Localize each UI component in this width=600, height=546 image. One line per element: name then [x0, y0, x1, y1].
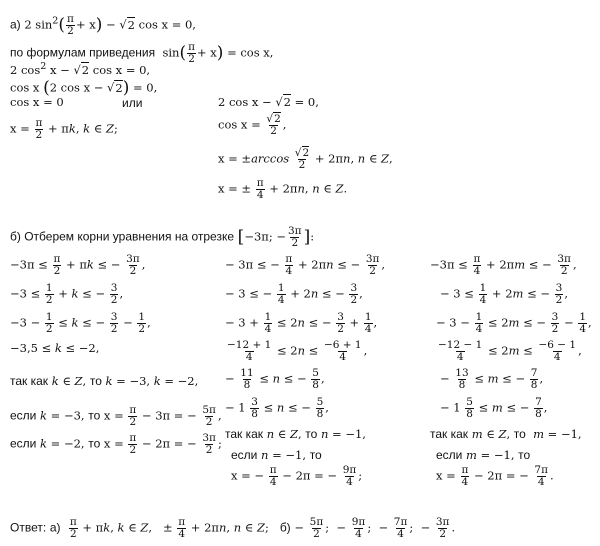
col1-line4: −3,5 ≤ k ≤ −2,: [10, 341, 100, 355]
col3-line7: так как m ∈ Z, то m = −1,: [430, 427, 582, 441]
part-b-intro: б) Отберем корни уравнения на отрезке [−3π; − $\frac{3\pi}{2}$ ]:: [10, 225, 315, 250]
col2-line3: − 3 + $\frac{1}{4}$ ≤ 2n ≤ − $\frac{3}{2}$ + $\frac{1}{4}$ ,: [225, 311, 378, 336]
col3-line2: − 3 ≤ $\frac{1}{4}$ + 2m ≤ − $\frac{3}{2}$ ,: [440, 282, 569, 307]
step2: cos x (2 cos x − √2) = 0,: [10, 78, 158, 98]
case1: cos x = 0: [10, 95, 64, 109]
col1-line5: так как k ∈ Z, то k = −3, k = −2,: [10, 374, 199, 388]
col3-line6: − 1 $\frac{5}{8}$ ≤ m ≤ − $\frac{7}{8}$ ,: [440, 396, 548, 421]
col2-line2: − 3 ≤ − $\frac{1}{4}$ + 2n ≤ − $\frac{3}{2}$ ,: [225, 282, 363, 307]
or-word: или: [122, 96, 143, 110]
col3-line3: − 3 − $\frac{1}{4}$ ≤ 2m ≤ − $\frac{3}{2}$ − $\frac{1}{4}$ ,: [436, 311, 592, 336]
col3-line8: если m = −1, то: [436, 448, 531, 462]
col2-line9: x = − $\frac{\pi}{4}$ − 2π = − $\frac{9\pi}{4}$ ;: [231, 464, 363, 489]
sol2b: x = ±arccos $\frac{√2}{2}$ + 2πn, n ∈ Z,: [218, 147, 393, 172]
step1: 2 $\cos^2 x - √2$ cos x = 0,: [10, 61, 151, 77]
col3-line4: $\frac{-12 - 1}{4}$ ≤ 2m ≤ $\frac{-6 - 1}{4}$ ,: [438, 339, 582, 364]
col2-line4: $\frac{-12 + 1}{4}$ ≤ 2n ≤ $\frac{-6 + 1}{4}$ ,: [227, 339, 368, 364]
sol2c: x = ± $\frac{\pi}{4}$ + 2πn, n ∈ Z.: [218, 177, 348, 202]
col1-line1: −3π ≤ $\frac{\pi}{2}$ + πk ≤ − $\frac{3\pi}{2}$ ,: [10, 253, 146, 278]
col1-line7: если k = −2, то x = $\frac{\pi}{2}$ − 2π = − $\frac{3\pi}{2}$ ;: [10, 432, 222, 457]
col3-line9: x = $\frac{\pi}{4}$ − 2π = − $\frac{7\pi}{4}$ .: [436, 464, 554, 489]
case2: 2 cos x − √2 = 0,: [218, 95, 319, 109]
col3-line5: − $\frac{13}{8}$ ≤ m ≤ − $\frac{7}{8}$ ,: [440, 367, 544, 392]
col3-line1: −3π ≤ $\frac{\pi}{4}$ + 2πm ≤ − $\frac{3\pi}{2}$ ,: [430, 253, 577, 278]
col2-line8: если n = −1, то: [231, 448, 322, 462]
col2-line1: − 3π ≤ − $\frac{\pi}{4}$ + 2πn ≤ − $\frac{3\pi}{2}$ ,: [225, 253, 386, 278]
col1-line3: −3 − $\frac{1}{2}$ ≤ k ≤ − $\frac{3}{2}$ − $\frac{1}{2}$ ,: [10, 311, 151, 336]
col2-line5: − $\frac{11}{8}$ ≤ n ≤ − $\frac{5}{8}$ ,: [225, 367, 325, 392]
sol2a: cos x = $\frac{√2}{2}$ ,: [218, 113, 287, 138]
col1-line2: −3 ≤ $\frac{1}{2}$ + k ≤ − $\frac{3}{2}$ ,: [10, 282, 124, 307]
reduction-line: по формулам приведения sin( $\frac{\pi}{2}$ + x) = cos x,: [10, 41, 274, 66]
answer-line: Ответ: а) $\frac{\pi}{2}$ + πk, k ∈ Z, ± $\frac{\pi}{4}$ + 2πn, n ∈ Z; б) − $\frac{5\pi}{2}$ ; − $\frac{9\pi}{4}$ ; − $\frac{7\pi}{4}$ ; − $\frac{3\pi}{2}$ .: [10, 516, 456, 541]
col1-line6: если k = −3, то x = $\frac{\pi}{2}$ − 3π = − $\frac{5\pi}{2}$ ,: [10, 404, 222, 429]
part-a-equation: а) 2 $\sin^2$( $\frac{\pi}{2}$ + x) − √2 cos x = 0,: [10, 13, 196, 38]
col2-line7: так как n ∈ Z, то n = −1,: [225, 427, 366, 441]
sol1: x = $\frac{\pi}{2}$ + πk, k ∈ Z;: [10, 117, 118, 142]
col2-line6: − 1 $\frac{3}{8}$ ≤ n ≤ − $\frac{5}{8}$ ,: [225, 396, 329, 421]
